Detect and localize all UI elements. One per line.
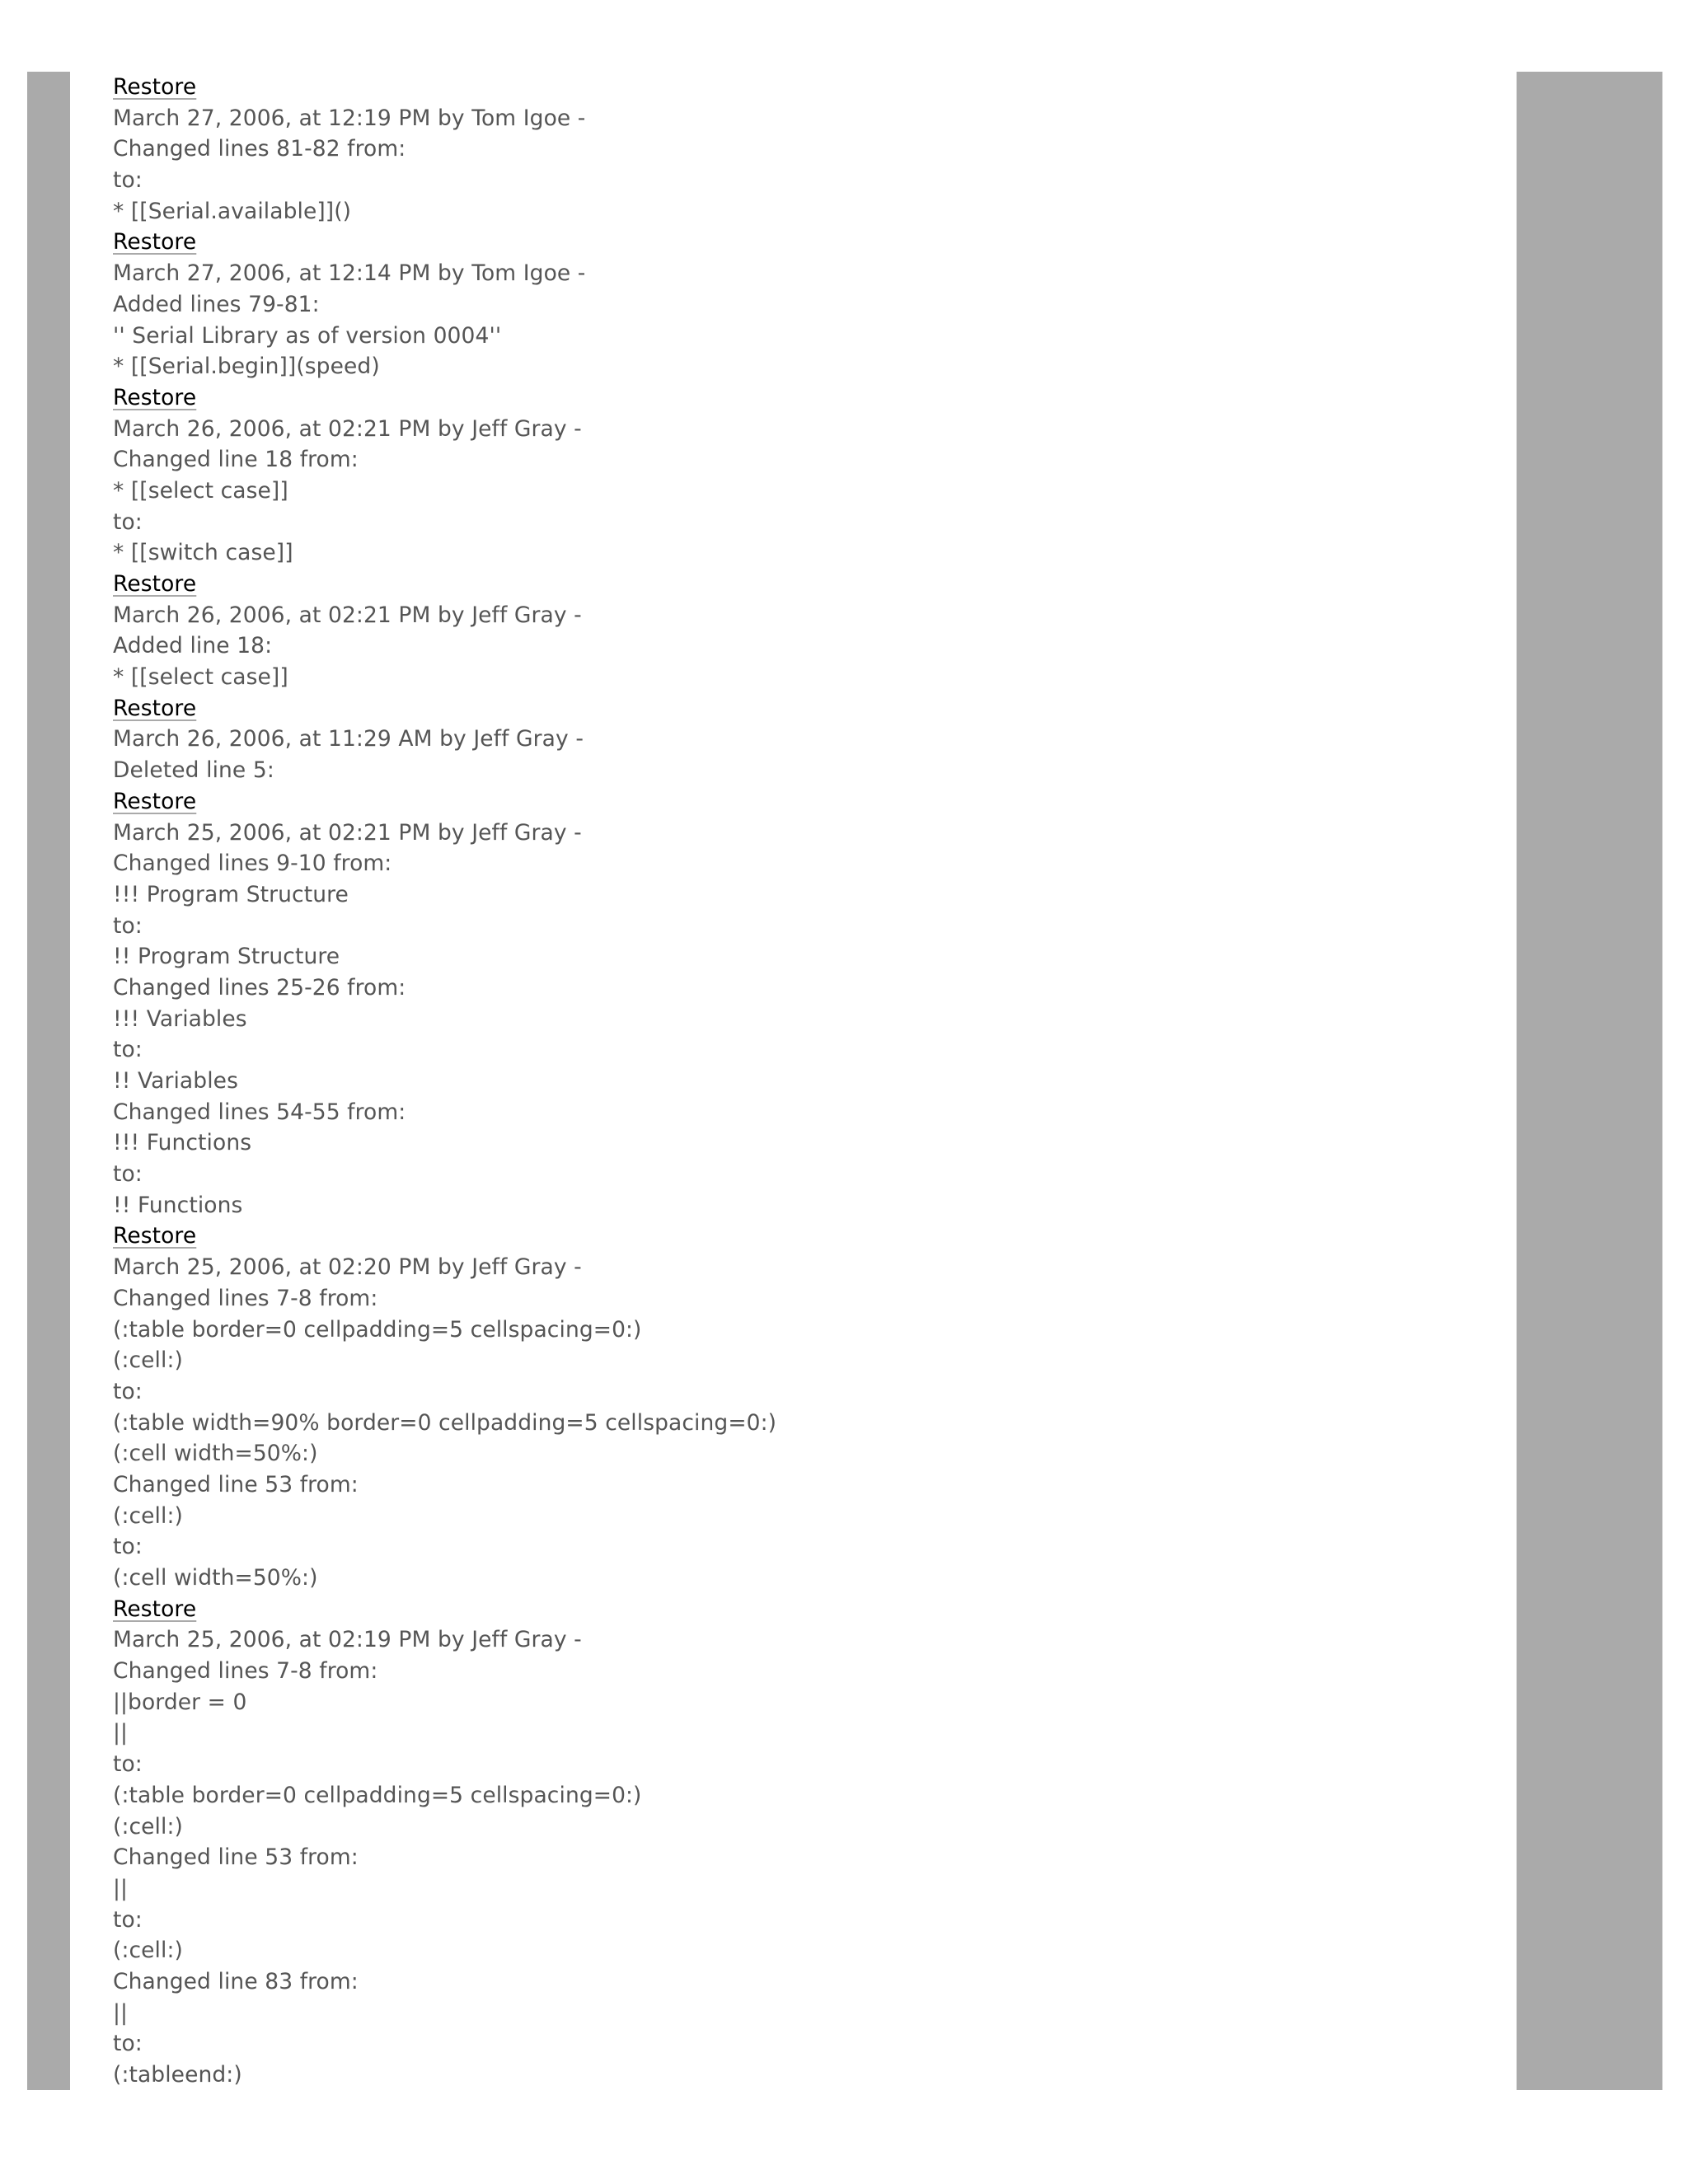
diff-line: * [[Serial.begin]](speed) — [113, 354, 380, 380]
revision-header: March 27, 2006, at 12:14 PM by Tom Igoe - — [113, 260, 586, 287]
restore-link[interactable]: Restore — [113, 74, 197, 100]
diff-line: Changed lines 7-8 from: — [113, 1285, 378, 1311]
diff-line: Changed lines 7-8 from: — [113, 1658, 378, 1685]
diff-line: * [[switch case]] — [113, 540, 293, 566]
revision-header: March 26, 2006, at 11:29 AM by Jeff Gray - — [113, 726, 584, 752]
left-sidebar — [27, 72, 70, 2090]
diff-line: to: — [113, 912, 143, 939]
history-entry — [113, 72, 1498, 227]
history-entry — [113, 786, 1498, 1221]
revision-header: March 26, 2006, at 02:21 PM by Jeff Gray - — [113, 415, 582, 442]
diff-line: '' Serial Library as of version 0004'' — [113, 322, 502, 349]
diff-line: Changed lines 81-82 from: — [113, 136, 406, 162]
restore-row — [113, 1594, 1498, 1625]
diff-line: to: — [113, 2031, 143, 2057]
diff-line: Changed lines 9-10 from: — [113, 851, 392, 877]
diff-line: || — [113, 1875, 129, 1901]
diff-line: (:table width=90% border=0 cellpadding=5 cellspacing=0:) — [113, 1409, 777, 1436]
right-sidebar — [1517, 72, 1662, 2090]
revision-header: March 25, 2006, at 02:20 PM by Jeff Gray - — [113, 1254, 582, 1281]
history-entry — [113, 227, 1498, 382]
diff-line: Changed line 53 from: — [113, 1471, 359, 1497]
diff-line: Changed lines 54-55 from: — [113, 1099, 406, 1125]
diff-line: Changed line 83 from: — [113, 1968, 359, 1994]
restore-link[interactable]: Restore — [113, 384, 197, 410]
diff-line: Changed lines 25-26 from: — [113, 974, 406, 1001]
diff-line: * [[Serial.available]]() — [113, 198, 352, 224]
restore-row — [113, 72, 1498, 103]
restore-link[interactable]: Restore — [113, 1223, 197, 1249]
revision-header: March 27, 2006, at 12:19 PM by Tom Igoe - — [113, 105, 586, 131]
diff-line: to: — [113, 1378, 143, 1404]
revision-header: March 26, 2006, at 02:21 PM by Jeff Gray - — [113, 602, 582, 628]
revision-header: March 25, 2006, at 02:19 PM by Jeff Gray - — [113, 1627, 582, 1653]
diff-line: Added lines 79-81: — [113, 291, 320, 317]
diff-line: (:table border=0 cellpadding=5 cellspacing=0:) — [113, 1782, 642, 1808]
diff-line: (:table border=0 cellpadding=5 cellspacing=0:) — [113, 1316, 642, 1343]
diff-line: (:tableend:) — [113, 2062, 242, 2088]
restore-row — [113, 693, 1498, 724]
history-entry — [113, 569, 1498, 693]
diff-line: ||border = 0 — [113, 1689, 247, 1715]
restore-row — [113, 786, 1498, 818]
diff-line: !! Functions — [113, 1192, 243, 1218]
restore-link[interactable]: Restore — [113, 695, 197, 721]
diff-line: to: — [113, 1037, 143, 1063]
diff-line: (:cell width=50%:) — [113, 1565, 318, 1591]
diff-line: (:cell:) — [113, 1502, 183, 1529]
diff-line: !!! Program Structure — [113, 881, 349, 907]
diff-line: !!! Functions — [113, 1130, 252, 1156]
diff-line: !! Program Structure — [113, 944, 340, 970]
diff-line: || — [113, 1720, 129, 1746]
restore-row — [113, 227, 1498, 258]
restore-row — [113, 1221, 1498, 1252]
diff-line: || — [113, 1999, 129, 2026]
diff-line: to: — [113, 1534, 143, 1560]
diff-line: * [[select case]] — [113, 477, 288, 504]
restore-link[interactable]: Restore — [113, 229, 197, 255]
history-entry — [113, 1221, 1498, 1593]
diff-line: to: — [113, 1161, 143, 1188]
revision-header: March 25, 2006, at 02:21 PM by Jeff Gray - — [113, 819, 582, 846]
history-entry — [113, 693, 1498, 786]
diff-line: Changed line 18 from: — [113, 447, 359, 473]
diff-line: Deleted line 5: — [113, 757, 274, 784]
history-entry — [113, 1594, 1498, 2091]
page-history-list — [113, 72, 1498, 2091]
diff-line: !!! Variables — [113, 1005, 247, 1032]
history-entry — [113, 382, 1498, 569]
diff-line: to: — [113, 1906, 143, 1933]
diff-line: to: — [113, 167, 143, 194]
diff-line: (:cell width=50%:) — [113, 1441, 318, 1467]
diff-line: * [[select case]] — [113, 664, 288, 691]
restore-row — [113, 569, 1498, 600]
diff-line: to: — [113, 509, 143, 535]
diff-line: to: — [113, 1751, 143, 1778]
restore-row — [113, 382, 1498, 414]
diff-line: (:cell:) — [113, 1347, 183, 1374]
diff-line: !! Variables — [113, 1068, 238, 1094]
diff-line: (:cell:) — [113, 1938, 183, 1964]
restore-link[interactable]: Restore — [113, 571, 197, 597]
diff-line: Changed line 53 from: — [113, 1844, 359, 1871]
diff-line: (:cell:) — [113, 1813, 183, 1840]
diff-line: Added line 18: — [113, 633, 273, 659]
restore-link[interactable]: Restore — [113, 788, 197, 814]
restore-link[interactable]: Restore — [113, 1596, 197, 1622]
